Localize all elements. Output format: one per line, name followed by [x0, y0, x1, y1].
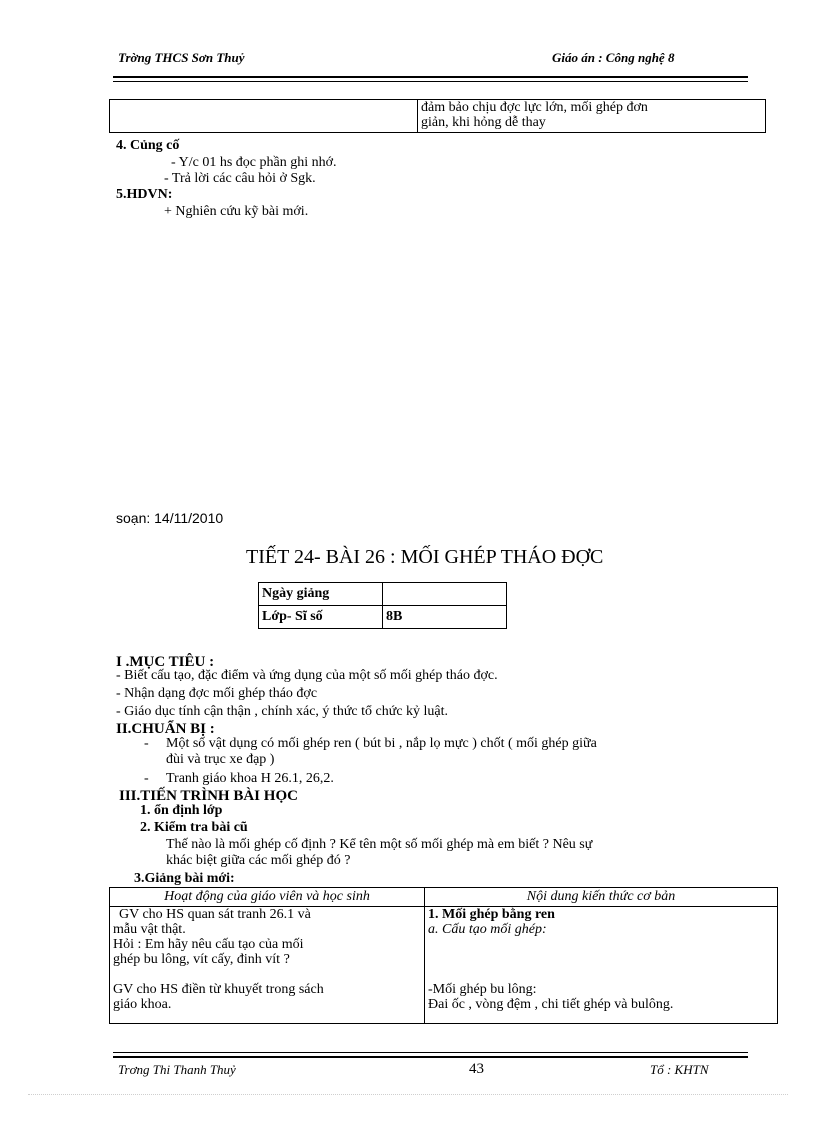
- chuan-bi-title: II.CHUẨN BỊ :: [116, 721, 215, 737]
- lop-si-so-value: 8B: [383, 606, 507, 629]
- lesson-table-right-cell: [425, 907, 778, 1024]
- sec4-item: - Trả lời các câu hỏi ở Sgk.: [164, 171, 316, 186]
- continuation-line: đảm bảo chịu đợc lực lớn, mối ghép đơn: [421, 100, 648, 115]
- sec5-title: 5.HDVN:: [116, 187, 173, 202]
- sec4-title: 4. Củng cố: [116, 138, 180, 153]
- lesson-table-head-right: Nội dung kiến thức cơ bản: [425, 888, 778, 907]
- lesson-table: [109, 887, 778, 1024]
- page-number: 43: [469, 1061, 484, 1077]
- sec5-item: + Nghiên cứu kỹ bài mới.: [164, 204, 309, 219]
- content-subheading: a. Cấu tạo mối ghép:: [428, 922, 547, 937]
- lesson-table-head-left: Hoạt động của giáo viên và học sinh: [110, 888, 425, 907]
- chuan-bi-bullet: -: [144, 771, 149, 786]
- continuation-line: giản, khi hỏng dễ thay: [421, 115, 546, 130]
- chuan-bi-item-cont: đùi và trục xe đạp ): [166, 752, 275, 767]
- giang-bai-moi: 3.Giảng bài mới:: [134, 871, 235, 886]
- tien-trinh-title: III.TIẾN TRÌNH BÀI HỌC: [119, 788, 298, 804]
- activity-line: [113, 967, 421, 982]
- header-rule: [113, 76, 748, 78]
- muc-tieu-item: - Biết cấu tạo, đặc điểm và ứng dụng của một số mối ghép tháo đợc.: [116, 668, 498, 683]
- continuation-left-cell: [110, 100, 418, 133]
- continuation-right-cell: [418, 100, 766, 133]
- chuan-bi-item: Tranh giáo khoa H 26.1, 26,2.: [166, 771, 334, 786]
- lop-si-so-label: Lớp- Sĩ số: [259, 606, 383, 629]
- continuation-table: [109, 99, 766, 133]
- activity-line: ghép bu lông, vít cấy, đinh vít ?: [113, 952, 290, 967]
- activity-line: GV cho HS quan sát tranh 26.1 và: [119, 907, 311, 922]
- ngay-giang-label: Ngày giảng: [259, 583, 383, 606]
- kiem-tra-bai-cu: 2. Kiểm tra bài cũ: [140, 820, 248, 835]
- header-rule-thin: [113, 81, 748, 82]
- activity-line: giáo khoa.: [113, 997, 172, 1012]
- muc-tieu-title: I .MỤC TIÊU :: [116, 654, 215, 670]
- header-school: Trờng THCS Sơn Thuỷ: [118, 50, 245, 65]
- page-bottom-border: [28, 1094, 788, 1095]
- activity-line: Hỏi : Em hãy nêu cấu tạo của mối: [113, 937, 304, 952]
- footer-rule: [113, 1056, 748, 1058]
- content-line: -Mối ghép bu lông:: [428, 982, 537, 997]
- muc-tieu-item: - Nhận dạng đợc mối ghép tháo đợc: [116, 686, 318, 701]
- header-subject: Giáo án : Công nghệ 8: [552, 50, 675, 65]
- chuan-bi-item: Một số vật dụng có mối ghép ren ( bút bi , nắp lọ mực ) chốt ( mối ghép giữa: [166, 736, 597, 751]
- sec4-item: - Y/c 01 hs đọc phần ghi nhớ.: [171, 155, 337, 170]
- content-heading: 1. Mối ghép bằng ren: [428, 907, 555, 922]
- content-line: Đai ốc , vòng đệm , chi tiết ghép và bulông.: [428, 997, 674, 1012]
- footer-author: Trơng Thi Thanh Thuỷ: [118, 1062, 236, 1077]
- footer-rule-thin: [113, 1052, 748, 1053]
- question-line: Thế nào là mối ghép cố định ? Kể tên một số mối ghép mà em biết ? Nêu sự: [166, 837, 593, 852]
- lesson-table-left-cell: [110, 907, 425, 1024]
- ngay-giang-value: [383, 583, 507, 606]
- class-info-table: [258, 582, 507, 629]
- on-dinh-lop: 1. ổn định lớp: [140, 803, 223, 818]
- muc-tieu-item: - Giáo dục tính cận thận , chính xác, ý thức tổ chức kỷ luật.: [116, 704, 449, 719]
- lesson-title: TIẾT 24- BÀI 26 : MỐI GHÉP THÁO ĐỢC: [246, 546, 604, 568]
- activity-line: GV cho HS điền từ khuyết trong sách: [113, 982, 324, 997]
- footer-group: Tổ : KHTN: [650, 1062, 709, 1077]
- question-line: khác biệt giữa các mối ghép đó ?: [166, 853, 351, 868]
- chuan-bi-bullet: -: [144, 736, 149, 751]
- activity-line: mẫu vật thật.: [113, 922, 186, 937]
- soan-date: soạn: 14/11/2010: [116, 510, 224, 526]
